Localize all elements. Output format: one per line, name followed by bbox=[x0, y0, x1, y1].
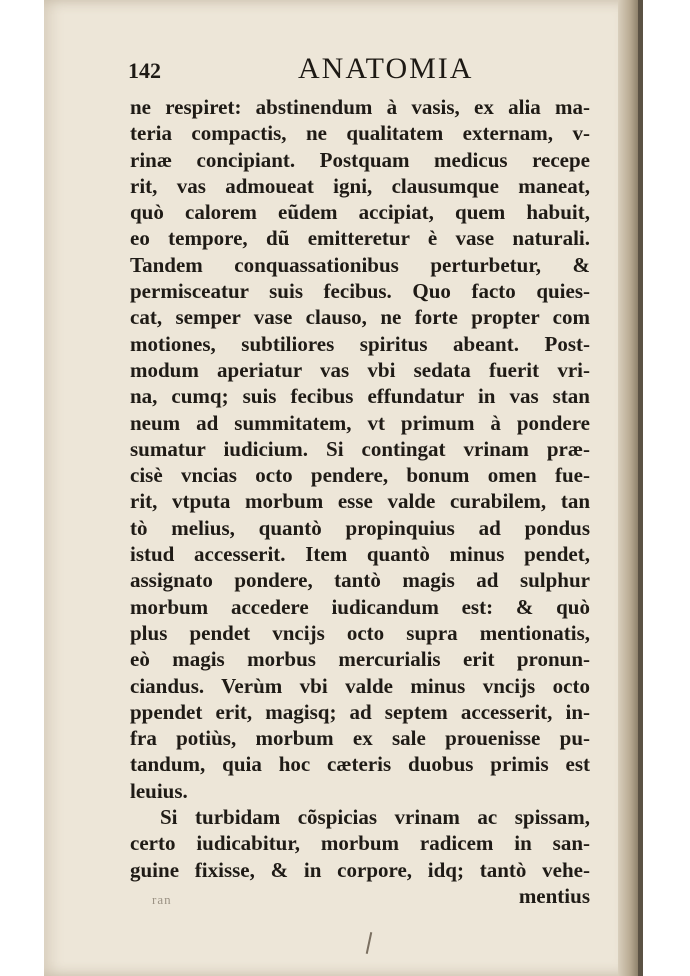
text-line: morbum accedere iudicandum est: & quò bbox=[130, 594, 590, 619]
text-line: Si turbidam cõspicias vrinam ac spissam, bbox=[160, 805, 590, 830]
text-line: certo iudicabitur, morbum radicem in san- bbox=[130, 831, 590, 856]
binding-edge bbox=[638, 0, 643, 976]
catchword: mentius bbox=[518, 883, 590, 908]
text-line: eò magis morbus mercurialis erit pronun- bbox=[130, 647, 590, 672]
text-line: fra potiùs, morbum ex sale prouenisse pu- bbox=[130, 726, 590, 751]
text-line: tandum, quia hoc cæteris duobus primis est bbox=[130, 752, 590, 777]
text-line: Tandem conquassationibus perturbetur, & bbox=[130, 252, 590, 277]
body-text bbox=[130, 94, 590, 909]
text-line: rit, vtputa morbum esse valde curabilem, tan bbox=[130, 489, 590, 514]
text-line: eo tempore, dũ emitteretur è vase naturali. bbox=[130, 226, 590, 251]
text-line: cat, semper vase clauso, ne forte propter com bbox=[130, 305, 590, 330]
text-line: teria compactis, ne qualitatem externam, v- bbox=[130, 121, 590, 146]
text-line: rinæ concipiant. Postquam medicus recepe bbox=[130, 147, 590, 172]
running-head: ANATOMIA bbox=[298, 52, 474, 85]
page-header bbox=[128, 52, 588, 86]
catchword-row bbox=[130, 883, 590, 909]
text-line: cisè vncias octo pendere, bonum omen fue- bbox=[130, 463, 590, 488]
text-line: permisceatur suis fecibus. Quo facto quies- bbox=[130, 279, 590, 304]
text-line: plus pendet vncijs octo supra mentionatis, bbox=[130, 620, 590, 645]
text-line: sumatur iudicium. Si contingat vrinam præ- bbox=[130, 436, 590, 461]
text-line: istud accesserit. Item quantò minus pendet, bbox=[130, 542, 590, 567]
text-line: tò melius, quantò propinquius ad pondus bbox=[130, 515, 590, 540]
text-line: quò calorem eũdem accipiat, quem habuit, bbox=[130, 200, 590, 225]
paragraph-2 bbox=[130, 804, 590, 883]
text-line: rit, vas admoueat igni, clausumque maneat, bbox=[130, 173, 590, 198]
text-line: motiones, subtiliores spiritus abeant. Post- bbox=[130, 331, 590, 356]
page-number: 142 bbox=[128, 58, 161, 83]
text-line: modum aperiatur vas vbi sedata fuerit vri- bbox=[130, 357, 590, 382]
text-line: neum ad summitatem, vt primum à pondere bbox=[130, 410, 590, 435]
text-line: ciandus. Verùm vbi valde minus vncijs octo bbox=[130, 673, 590, 698]
text-line: leuius. bbox=[130, 778, 188, 803]
text-line: na, cumq; suis fecibus effundatur in vas stan bbox=[130, 384, 590, 409]
text-line: assignato pondere, tantò magis ad sulphur bbox=[130, 568, 590, 593]
text-line: ppendet erit, magisq; ad septem accesserit, in- bbox=[130, 699, 590, 724]
signature-mark: ran bbox=[152, 891, 172, 907]
text-line: guine fixisse, & in corpore, idq; tantò vehe- bbox=[130, 857, 590, 882]
paragraph-1 bbox=[130, 94, 590, 804]
text-line: ne respiret: abstinendum à vasis, ex alia ma- bbox=[130, 95, 590, 119]
page-gutter-shadow bbox=[618, 0, 638, 976]
